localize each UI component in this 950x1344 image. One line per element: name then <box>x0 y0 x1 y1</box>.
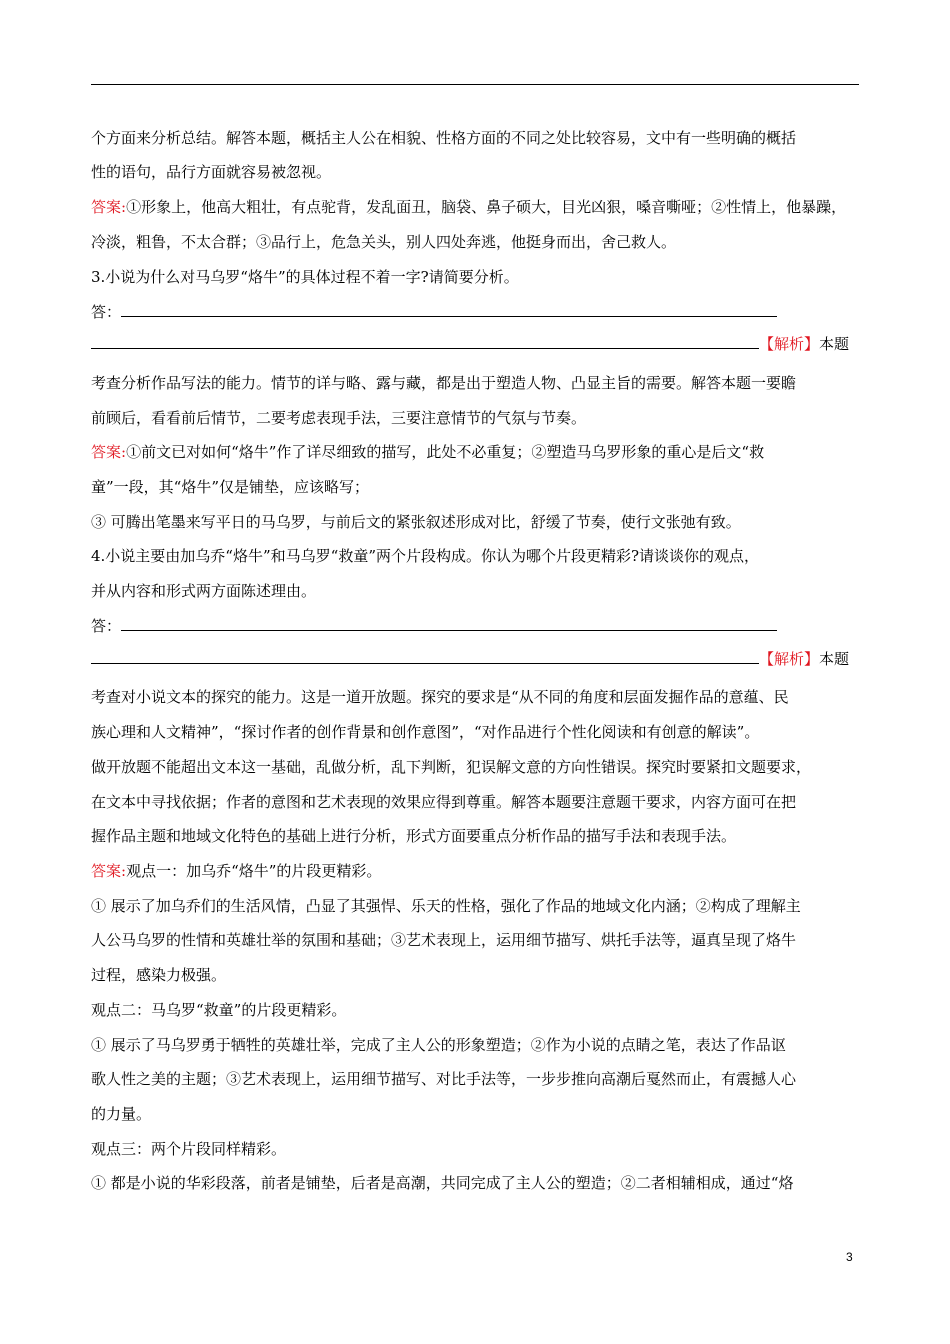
answer-line: 答案:观点一：加乌乔“烙牛”的片段更精彩。 <box>91 862 382 880</box>
analysis-line <box>91 333 849 355</box>
question-4: 4.小说主要由加乌乔“烙牛”和马乌罗“救童”两个片段构成。你认为哪个片段更精彩?请谈谈你的观点， <box>91 547 760 565</box>
answer-line: 答案:①前文已对如何“烙牛”作了详尽细致的描写，此处不必重复；②塑造马乌罗形象的重心是后文“救 <box>91 443 765 461</box>
text-line: ① 展示了加乌乔们的生活风情，凸显了其强悍、乐天的性格，强化了作品的地域文化内涵；②构成了理解主 <box>91 897 801 915</box>
analysis-line <box>91 648 849 670</box>
text-line: 并从内容和形式两方面陈述理由。 <box>91 582 317 600</box>
text-line: 族心理和人文精神”，“探讨作者的创作背景和创作意图”，“对作品进行个性化阅读和有创意的解读”。 <box>91 723 760 741</box>
analysis-label: 【解析】 <box>759 650 820 668</box>
text-line: ③ 可腾出笔墨来写平日的马乌罗，与前后文的紧张叙述形成对比，舒缓了节奏，使行文张弛有致。 <box>91 513 741 531</box>
header-rule <box>91 84 859 85</box>
text-line: 冷淡，粗鲁，不太合群；③品行上，危急关头，别人四处奔逃，他挺身而出，舍己救人。 <box>91 233 677 251</box>
answer-prompt: 答： <box>91 303 122 321</box>
answer-blank[interactable] <box>91 649 759 664</box>
text-line: 性的语句，品行方面就容易被忽视。 <box>91 163 332 181</box>
text-line: 歌人性之美的主题；③艺术表现上，运用细节描写、对比手法等，一步步推向高潮后戛然而止，有震撼人心 <box>91 1070 797 1088</box>
text-line: ① 都是小说的华彩段落，前者是铺垫，后者是高潮，共同完成了主人公的塑造；②二者相辅相成，通过“烙 <box>91 1174 794 1192</box>
answer-label: 答案: <box>91 198 127 216</box>
answer-label: 答案: <box>91 862 127 880</box>
analysis-tail: 本题 <box>819 650 850 668</box>
question-3: 3.小说为什么对马乌罗“烙牛”的具体过程不着一字?请简要分析。 <box>91 268 519 286</box>
text-line: 过程，感染力极强。 <box>91 966 227 984</box>
text-line: 的力量。 <box>91 1105 152 1123</box>
answer-line: 答案:①形象上，他高大粗壮，有点驼背，发乱面丑，脑袋、鼻子硕大，目光凶狠，嗓音嘶哑；②性情上，他暴躁， <box>91 198 847 216</box>
analysis-tail: 本题 <box>819 335 850 353</box>
text-line: 童”一段，其“烙牛”仅是铺垫，应该略写； <box>91 478 370 496</box>
answer-blank[interactable] <box>121 616 777 631</box>
answer-blank[interactable] <box>121 302 777 317</box>
text-line: 考查分析作品写法的能力。情节的详与略、露与藏，都是出于塑造人物、凸显主旨的需要。解答本题一要瞻 <box>91 374 797 392</box>
text-line: 在文本中寻找依据；作者的意图和艺术表现的效果应得到尊重。解答本题要注意题干要求，内容方面可在把 <box>91 793 797 811</box>
text-line: 考查对小说文本的探究的能力。这是一道开放题。探究的要求是“从不同的角度和层面发掘作品的意蕴、民 <box>91 688 789 706</box>
text-line: ① 展示了马乌罗勇于牺牲的英雄壮举，完成了主人公的形象塑造；②作为小说的点睛之笔，表达了作品讴 <box>91 1036 786 1054</box>
text-line: 前顾后，看看前后情节，二要考虑表现手法，三要注意情节的气氛与节奏。 <box>91 409 587 427</box>
text-line: 做开放题不能超出文本这一基础，乱做分析，乱下判断，犯误解文意的方向性错误。探究时要紧扣文题要求， <box>91 758 812 776</box>
analysis-label: 【解析】 <box>759 335 820 353</box>
text-line: 握作品主题和地域文化特色的基础上进行分析，形式方面要重点分析作品的描写手法和表现手法。 <box>91 827 737 845</box>
viewpoint-heading: 观点二：马乌罗“救童”的片段更精彩。 <box>91 1001 347 1019</box>
text-line: 个方面来分析总结。解答本题，概括主人公在相貌、性格方面的不同之处比较容易，文中有一些明确的概括 <box>91 129 797 147</box>
viewpoint-heading: 观点三：两个片段同样精彩。 <box>91 1140 287 1158</box>
answer-blank-line <box>91 615 777 637</box>
text-line: 人公马乌罗的性情和英雄壮举的氛围和基础；③艺术表现上，运用细节描写、烘托手法等，逼真呈现了烙牛 <box>91 931 797 949</box>
answer-blank-line <box>91 301 777 323</box>
page-number: 3 <box>846 1250 853 1264</box>
answer-prompt: 答： <box>91 617 122 635</box>
answer-blank[interactable] <box>91 334 759 349</box>
answer-label: 答案: <box>91 443 127 461</box>
